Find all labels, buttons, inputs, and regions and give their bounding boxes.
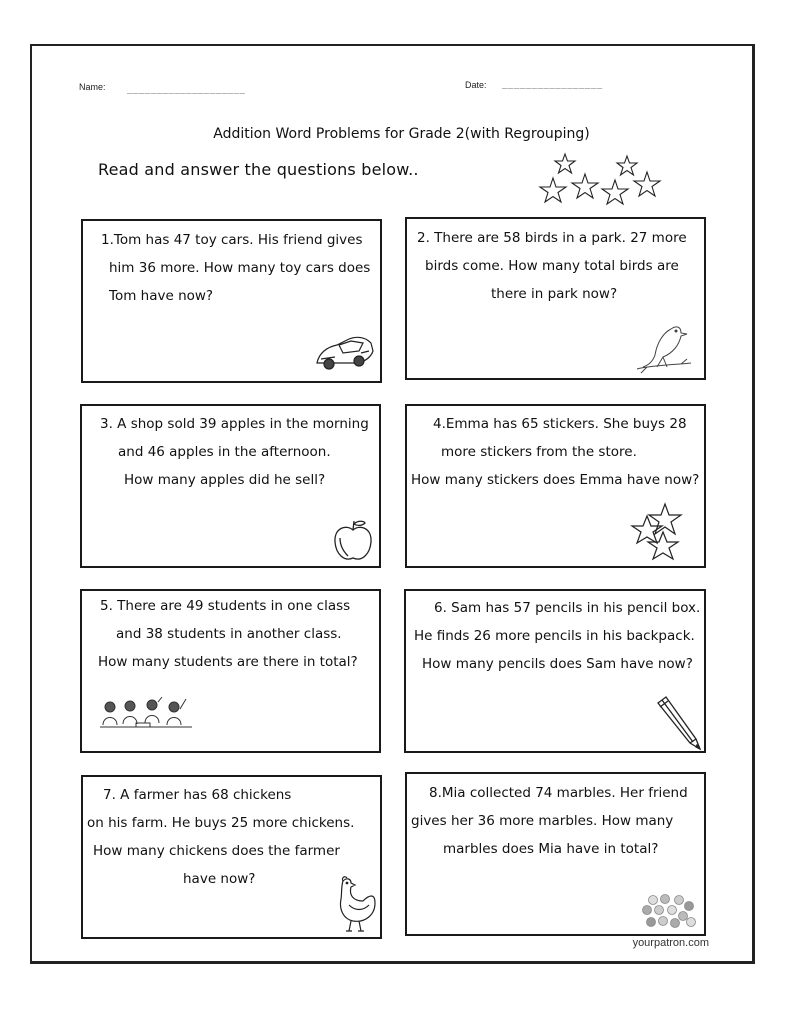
problem-4-line-1: 4.Emma has 65 stickers. She buys 28 — [433, 416, 687, 432]
problem-7-line-2: on his farm. He buys 25 more chickens. — [87, 815, 355, 831]
date-label: Date: — [465, 80, 487, 90]
problem-4-line-2: more stickers from the store. — [441, 444, 637, 460]
name-label: Name: — [79, 82, 106, 92]
problem-card-1 — [81, 219, 382, 383]
problem-1-line-2: him 36 more. How many toy cars does — [109, 260, 371, 276]
problem-card-5 — [80, 589, 381, 753]
problem-2-line-1: 2. There are 58 birds in a park. 27 more — [417, 230, 687, 246]
problem-card-2 — [405, 217, 706, 380]
problem-7-line-3: How many chickens does the farmer — [93, 843, 340, 859]
problem-card-8 — [405, 772, 706, 936]
chicken-icon — [333, 875, 379, 933]
date-line: _________________ — [502, 80, 603, 90]
problem-card-7 — [81, 775, 382, 939]
problem-2-line-3: there in park now? — [491, 286, 618, 302]
problem-8-line-1: 8.Mia collected 74 marbles. Her friend — [429, 785, 688, 801]
apple-icon — [332, 518, 374, 564]
problem-6-line-1: 6. Sam has 57 pencils in his pencil box. — [434, 600, 701, 616]
problem-3-line-2: and 46 apples in the afternoon. — [118, 444, 331, 460]
stars-decoration-icon — [535, 152, 665, 210]
problem-card-4 — [405, 404, 706, 568]
problem-3-line-3: How many apples did he sell? — [124, 472, 326, 488]
toy-car-icon — [313, 333, 375, 373]
problem-6-line-3: How many pencils does Sam have now? — [422, 656, 693, 672]
problem-1-line-3: Tom have now? — [109, 288, 214, 304]
pencil-icon — [656, 695, 702, 751]
problem-5-line-2: and 38 students in another class. — [116, 626, 342, 642]
students-icon — [98, 697, 194, 731]
problem-3-line-1: 3. A shop sold 39 apples in the morning — [100, 416, 369, 432]
problem-card-6 — [404, 589, 706, 753]
marbles-icon — [639, 894, 697, 930]
problem-7-line-4: have now? — [183, 871, 256, 887]
problem-1-line-1: 1.Tom has 47 toy cars. His friend gives — [101, 232, 363, 248]
problem-5-line-1: 5. There are 49 students in one class — [100, 598, 351, 614]
instruction-text: Read and answer the questions below.. — [98, 160, 419, 179]
problem-5-line-3: How many students are there in total? — [98, 654, 358, 670]
problem-8-line-3: marbles does Mia have in total? — [443, 841, 659, 857]
name-line: ____________________ — [127, 85, 246, 95]
problem-card-3 — [80, 404, 381, 568]
bird-icon — [633, 319, 695, 379]
problem-4-line-3: How many stickers does Emma have now? — [411, 472, 700, 488]
footer-website: yourpatron.com — [632, 937, 709, 949]
problem-2-line-2: birds come. How many total birds are — [425, 258, 679, 274]
problem-6-line-2: He finds 26 more pencils in his backpack. — [414, 628, 695, 644]
star-stickers-icon — [631, 502, 687, 560]
problem-7-line-1: 7. A farmer has 68 chickens — [103, 787, 292, 803]
problem-8-line-2: gives her 36 more marbles. How many — [411, 813, 674, 829]
worksheet-title: Addition Word Problems for Grade 2(with Regrouping) — [213, 126, 590, 142]
